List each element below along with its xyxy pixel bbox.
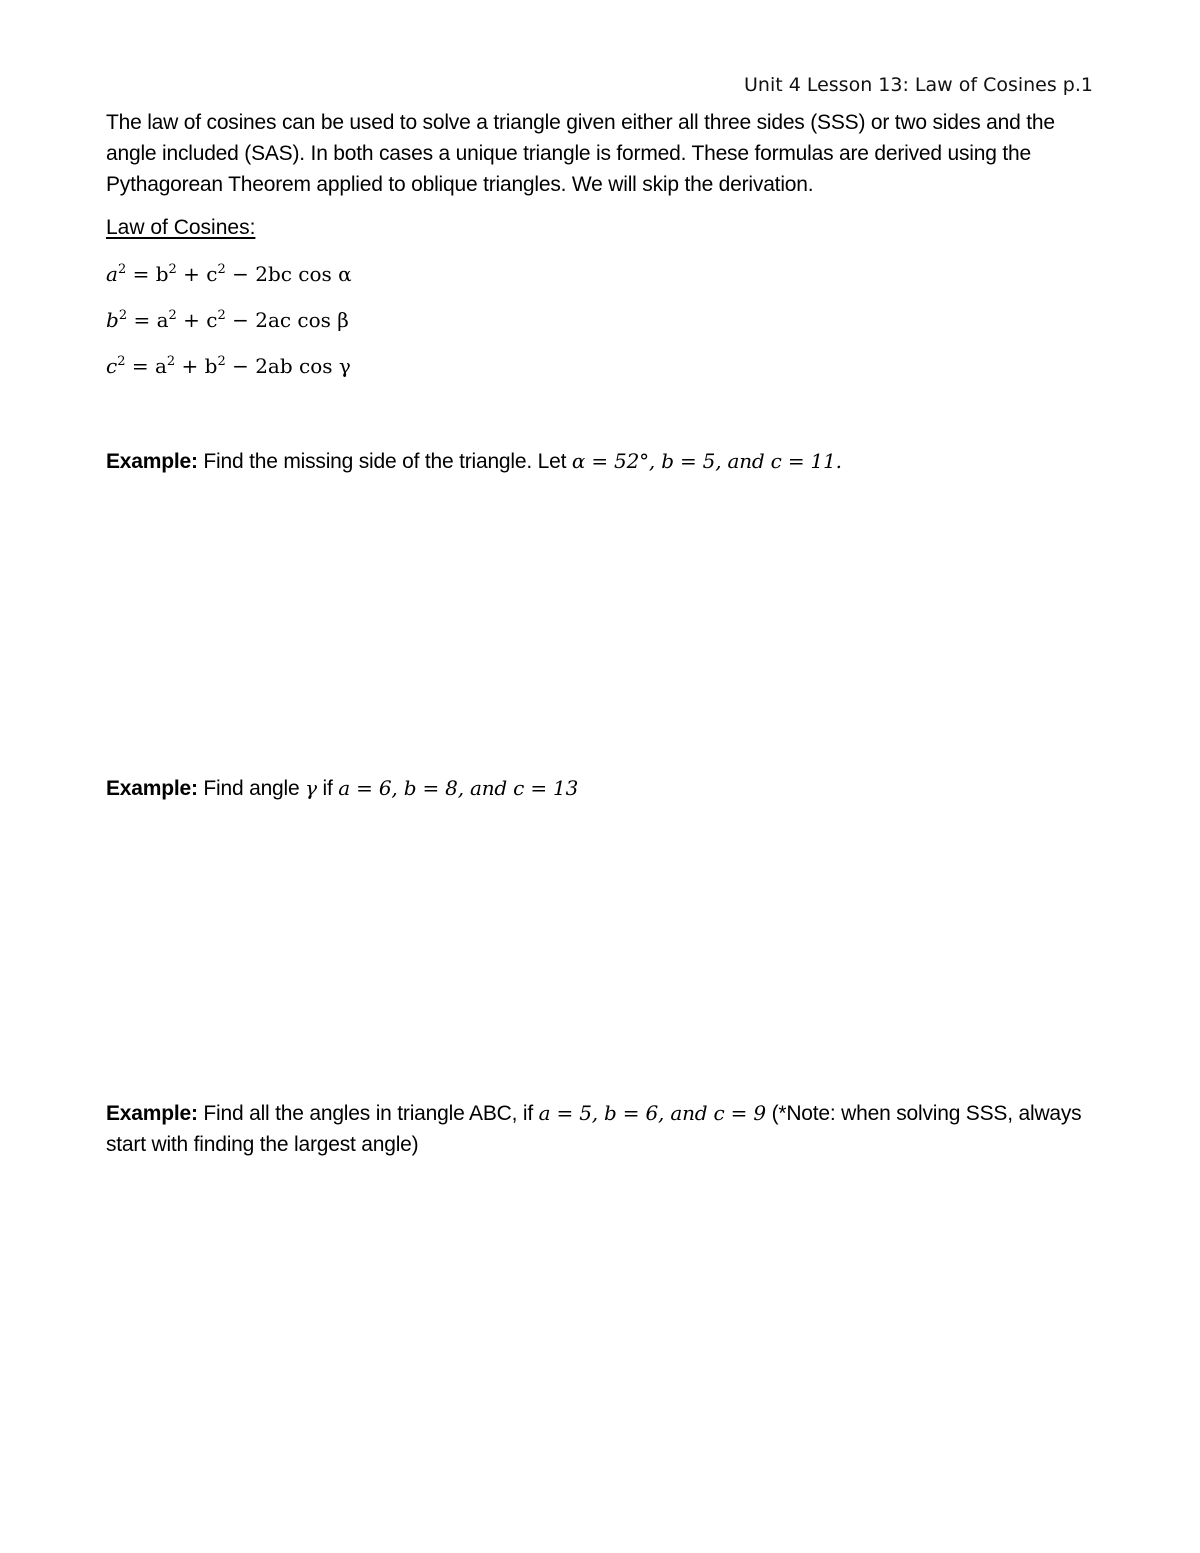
- example-math: a = 5, b = 6, and c = 9: [538, 1101, 766, 1125]
- example-label: Example:: [106, 1102, 198, 1125]
- formula-c-squared: $c^2 = a^2 + b^2 - 2ab$ cos γ: [106, 354, 351, 378]
- example-label: Example:: [106, 450, 198, 473]
- example-1: [106, 446, 1096, 477]
- example-text-2: if: [316, 777, 339, 800]
- formula-b-squared: $b^2 = a^2 + c^2 - 2ac$ cos β: [106, 308, 349, 332]
- example-note: (*Note: when solving SSS, always start with finding the largest angle): [106, 1102, 1082, 1156]
- formula-a-squared: $a^2 = b^2 + c^2 - 2bc$ cos α: [106, 262, 352, 286]
- intro-paragraph: The law of cosines can be used to solve a triangle given either all three sides (SSS) or two sides and the angle included (SAS). In both cases a unique triangle is formed. These formulas are derived using the Pythagorean Theorem applied to oblique triangles. We will skip the derivation.: [106, 111, 1055, 196]
- page-header: Unit 4 Lesson 13: Law of Cosines p.1: [744, 74, 1093, 96]
- example-text: Find all the angles in triangle ABC, if: [197, 1102, 539, 1125]
- example-label: Example:: [106, 777, 198, 800]
- example-math: α = 52°, b = 5, and c = 11.: [571, 449, 842, 473]
- example-math-var: γ: [305, 776, 317, 800]
- law-of-cosines-heading: Law of Cosines:: [106, 216, 256, 239]
- example-math: a = 6, b = 8, and c = 13: [338, 776, 579, 800]
- example-2: [106, 773, 1096, 804]
- example-3: [106, 1098, 1096, 1160]
- example-text: Find the missing side of the triangle. Let: [197, 450, 572, 473]
- example-text: Find angle: [197, 777, 306, 800]
